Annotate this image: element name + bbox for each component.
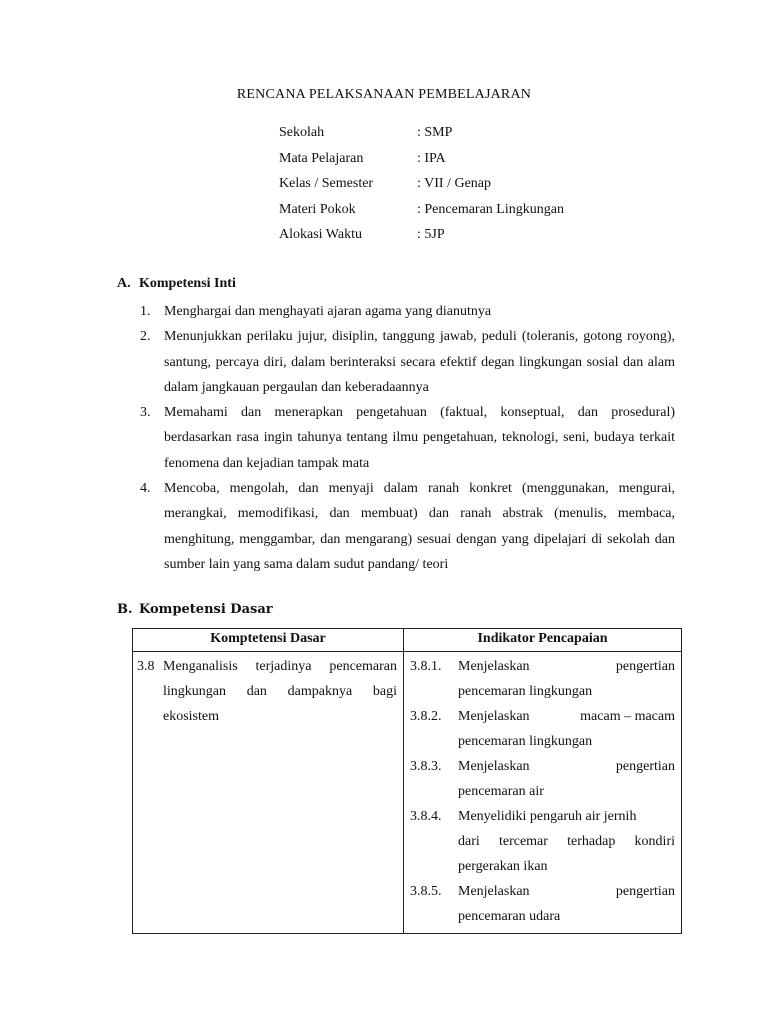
kompetensi-inti-list bbox=[140, 299, 675, 577]
kompetensi-dasar-cell bbox=[133, 652, 404, 934]
list-item bbox=[140, 400, 675, 476]
document-title: RENCANA PELAKSANAAN PEMBELAJARAN bbox=[236, 87, 532, 102]
indicator-item bbox=[410, 804, 675, 879]
identity-block bbox=[279, 123, 699, 251]
indicator-last: pengertian bbox=[615, 659, 675, 674]
indicator-first: Menyelidiki pengaruh air jernih bbox=[458, 809, 637, 824]
indicator-rest: pencemaran air bbox=[458, 784, 544, 799]
indicator-text bbox=[458, 704, 675, 754]
identity-row bbox=[279, 123, 699, 149]
identity-value: : VII / Genap bbox=[417, 176, 491, 191]
indicator-first: Menjelaskan bbox=[458, 659, 530, 674]
indicator-code: 3.8.4. bbox=[410, 809, 442, 824]
list-item bbox=[140, 299, 675, 324]
indicator-code: 3.8.5. bbox=[410, 884, 442, 899]
section-b-title: Kompetensi Dasar bbox=[139, 602, 273, 617]
section-a-title: Kompetensi Inti bbox=[139, 276, 236, 291]
list-item-text: Menunjukkan perilaku jujur, disiplin, tanggung jawab, peduli (toleranis, gotong royong), santung, percaya diri, dalam berinteraksi secara efektif degan lingkungan sosial dan alam dalam jangkauan pergaulan dan keberadaannya bbox=[164, 329, 675, 395]
indicator-rest: pencemaran udara bbox=[458, 909, 561, 924]
identity-value: : Pencemaran Lingkungan bbox=[417, 201, 564, 217]
indicator-text bbox=[458, 754, 675, 804]
list-item-text: Memahami dan menerapkan pengetahuan (faktual, konseptual, dan prosedural) berdasarkan rasa ingin tahunya tentang ilmu pengetahuan, teknologi, seni, budaya terkait fenomena dan kejadian tampak mata bbox=[164, 405, 675, 471]
identity-value: : SMP bbox=[417, 125, 453, 140]
section-b-letter: B. bbox=[117, 602, 133, 617]
indicator-item bbox=[410, 754, 675, 804]
section-b-heading bbox=[117, 602, 273, 617]
table-row bbox=[133, 652, 682, 934]
identity-row bbox=[279, 149, 699, 175]
identity-label: Kelas / Semester bbox=[279, 176, 374, 191]
indicator-first: Menjelaskan bbox=[458, 709, 530, 724]
list-item-number: 3. bbox=[140, 405, 151, 421]
indikator-cell bbox=[404, 652, 682, 934]
indicator-code: 3.8.2. bbox=[410, 709, 442, 724]
indicator-text bbox=[458, 654, 675, 704]
indicator-rest: dari tercemar terhadap kondiri pergerakan ikan bbox=[458, 834, 675, 874]
identity-row bbox=[279, 200, 699, 226]
kd-entry bbox=[137, 654, 397, 729]
identity-label: Mata Pelajaran bbox=[279, 150, 364, 166]
indicator-item bbox=[410, 704, 675, 754]
indicator-text bbox=[458, 804, 675, 879]
list-item-text: Mencoba, mengolah, dan menyaji dalam ranah konkret (menggunakan, mengurai, merangkai, memodifikasi, dan membuat) dan ranah abstrak (menulis, membaca, menghitung, menggambar, dan mengarang) sesuai dengan yang dipelajari di sekolah dan sumber lain yang sama dalam sudut pandang/ teori bbox=[164, 481, 675, 572]
identity-label: Sekolah bbox=[279, 125, 325, 140]
list-item bbox=[140, 476, 675, 577]
column-header: Indikator Pencapaian bbox=[404, 629, 682, 652]
table-header-row bbox=[133, 629, 682, 652]
indicator-item bbox=[410, 879, 675, 929]
indicator-first: Menjelaskan bbox=[458, 884, 530, 899]
section-a-heading bbox=[117, 276, 236, 292]
identity-label: Materi Pokok bbox=[279, 201, 356, 217]
identity-value: : IPA bbox=[417, 150, 446, 166]
identity-label: Alokasi Waktu bbox=[279, 227, 362, 242]
indicator-last: pengertian bbox=[615, 759, 675, 774]
indicator-code: 3.8.1. bbox=[410, 659, 442, 674]
section-a-letter: A. bbox=[117, 276, 131, 291]
column-header: Komptetensi Dasar bbox=[133, 629, 404, 652]
indicator-last: pengertian bbox=[615, 884, 675, 899]
list-item bbox=[140, 324, 675, 400]
indicator-item bbox=[410, 654, 675, 704]
list-item-number: 1. bbox=[140, 304, 151, 319]
indicator-rest: pencemaran lingkungan bbox=[458, 734, 593, 749]
kd-text: Menganalisis terjadinya pencemaran lingkungan dan dampaknya bagi ekosistem bbox=[163, 659, 397, 724]
indicator-last: macam – macam bbox=[580, 709, 675, 724]
identity-value: : 5JP bbox=[417, 227, 445, 242]
list-item-number: 2. bbox=[140, 329, 151, 345]
kompetensi-dasar-table bbox=[132, 628, 682, 934]
indicator-text bbox=[458, 879, 675, 929]
identity-row bbox=[279, 174, 699, 200]
indicator-rest: pencemaran lingkungan bbox=[458, 684, 593, 699]
indicator-first: Menjelaskan bbox=[458, 759, 530, 774]
list-item-number: 4. bbox=[140, 481, 151, 497]
list-item-text: Menghargai dan menghayati ajaran agama yang dianutnya bbox=[164, 304, 492, 319]
kd-code: 3.8 bbox=[137, 659, 155, 674]
identity-row bbox=[279, 225, 699, 251]
indicator-code: 3.8.3. bbox=[410, 759, 442, 774]
